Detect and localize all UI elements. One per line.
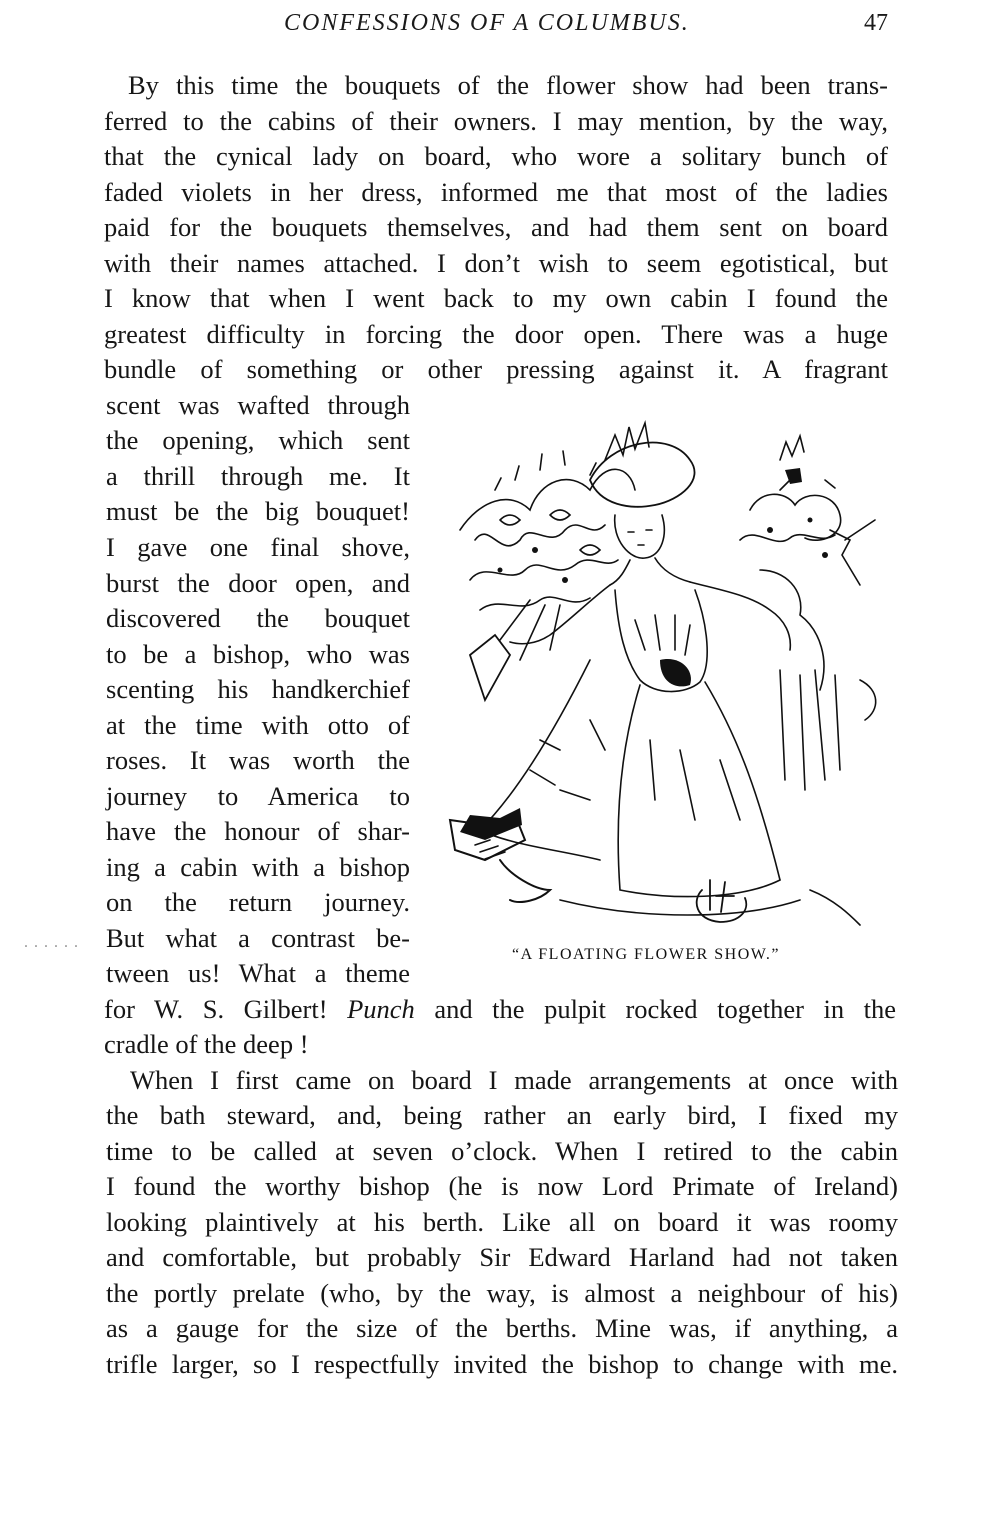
text-line: I found the worthy bishop (he is now Lord Primate of Ireland) [106,1171,898,1201]
text-line: a thrill through me. It [106,461,410,491]
text-line: that the cynical lady on board, who wore a solitary bunch of [104,141,888,171]
illustration-floating-flower-show [440,420,900,940]
text-line: on the return journey. [106,887,410,917]
lady-with-bouquets-drawing [440,420,900,940]
running-title: CONFESSIONS OF A COLUMBUS. [284,10,690,36]
text-line: trifle larger, so I respectfully invited the bishop to change with me. [106,1349,898,1379]
text-line: the opening, which sent [106,425,410,455]
text-line: I know that when I went back to my own cabin I found the [104,283,888,313]
text-line: and comfortable, but probably Sir Edward Harland had not taken [106,1242,898,1272]
text-line: at the time with otto of [106,710,410,740]
text-line: But what a contrast be- [106,923,410,953]
text-line: looking plaintively at his berth. Like all on board it was roomy [106,1207,898,1237]
text-line: tween us! What a theme [106,958,410,988]
text-line: faded violets in her dress, informed me that most of the ladies [104,177,888,207]
text-line: ing a cabin with a bishop [106,852,410,882]
text-line: paid for the bouquets themselves, and had them sent on board [104,212,888,242]
text-line: I gave one final shove, [106,532,410,562]
text-line: have the honour of shar- [106,816,410,846]
text-line: to be a bishop, who was [106,639,410,669]
text-line: bundle of something or other pressing against it. A fragrant [104,354,888,384]
text-line: journey to America to [106,781,410,811]
text-line: must be the big bouquet! [106,496,410,526]
text-line: greatest difficulty in forcing the door open. There was a huge [104,319,888,349]
text-line [104,992,896,1026]
margin-dots [22,944,82,948]
text-line: time to be called at seven o’clock. When I retired to the cabin [106,1136,898,1166]
text-line: with their names attached. I don’t wish to seem egotistical, but [104,248,888,278]
page-header [0,10,1000,44]
text-line: as a gauge for the size of the berths. Mine was, if anything, a [106,1313,898,1343]
page-number: 47 [864,10,888,36]
figure-caption: “A FLOATING FLOWER SHOW.” [512,946,781,963]
text-line: roses. It was worth the [106,745,410,775]
text-line: By this time the bouquets of the flower show had been trans- [128,70,888,100]
text-segment: for W. S. Gilbert! [104,994,348,1024]
text-line: burst the door open, and [106,568,410,598]
text-line: the bath steward, and, being rather an early bird, I fixed my [106,1100,898,1130]
text-line: the portly prelate (who, by the way, is almost a neighbour of his) [106,1278,898,1308]
text-line: cradle of the deep ! [104,1029,309,1059]
text-line: discovered the bouquet [106,603,410,633]
text-line: ferred to the cabins of their owners. I may mention, by the way, [104,106,888,136]
text-segment: and the pulpit rocked together in the [414,994,897,1024]
text-line: When I first came on board I made arrangements at once with [130,1065,898,1095]
text-line: scent was wafted through [106,390,410,420]
text-line: scenting his handkerchief [106,674,410,704]
punch-italic: Punch [347,994,415,1024]
